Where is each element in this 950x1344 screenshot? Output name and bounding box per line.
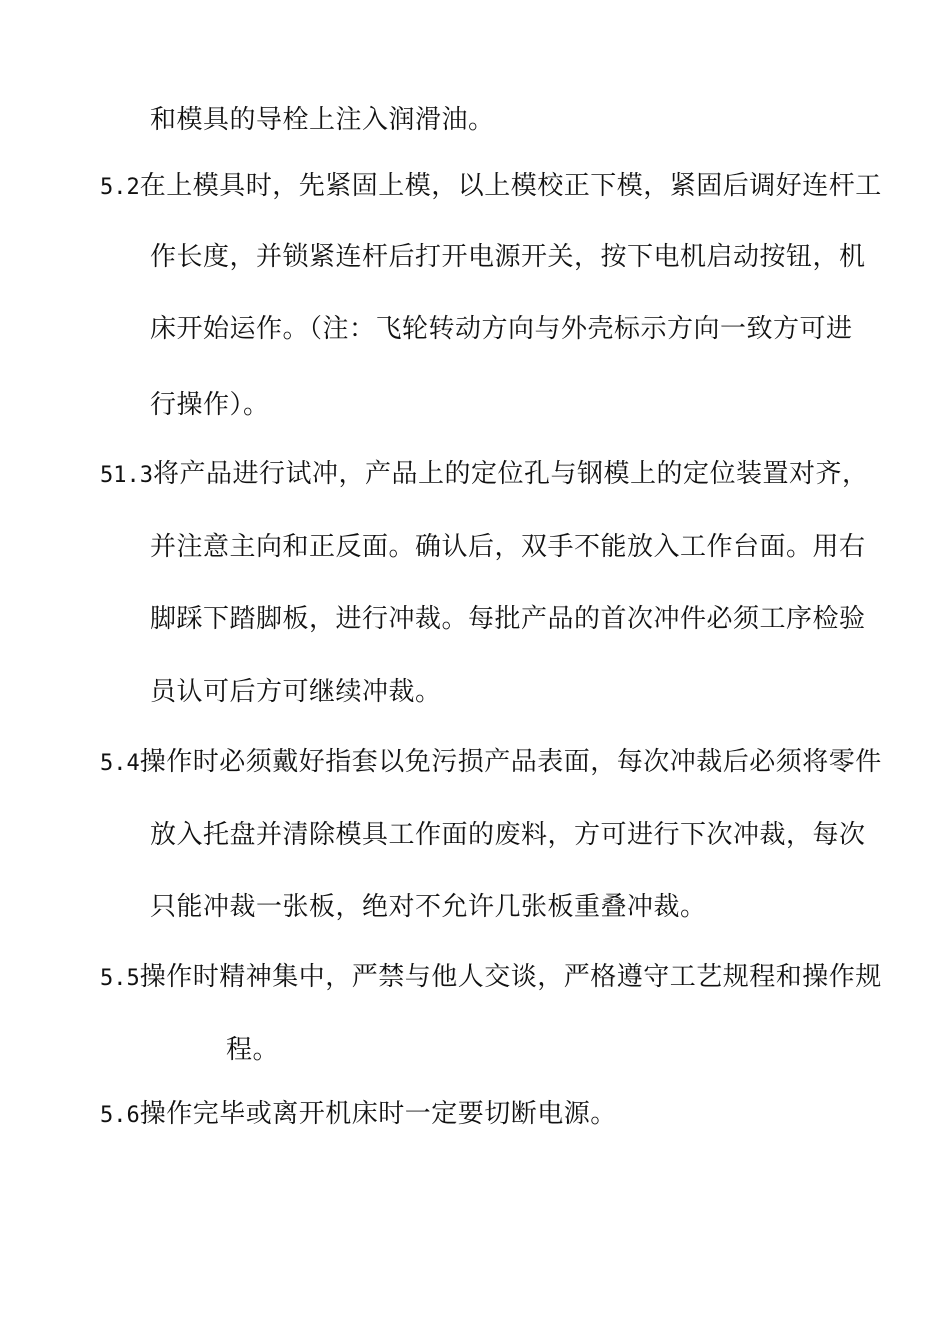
- paragraph-number: 5.5: [100, 966, 140, 991]
- paragraph-5-2-line-1: 作长度，并锁紧连杆后打开电源开关，按下电机启动按钮，机: [150, 242, 866, 272]
- paragraph-51-3-line-1: 并注意主向和正反面。确认后，双手不能放入工作台面。用右: [150, 532, 866, 562]
- paragraph-number: 5.2: [100, 175, 140, 200]
- paragraph-5-5-line-0: 5.5操作时精神集中，严禁与他人交谈，严格遵守工艺规程和操作规: [100, 962, 882, 992]
- paragraph-5-6-line-0: 5.6操作完毕或离开机床时一定要切断电源。: [100, 1099, 617, 1129]
- paragraph-5-2-line-2: 床开始运作。（注：飞轮转动方向与外壳标示方向一致方可进: [150, 314, 853, 344]
- paragraph-5-4-line-0: 5.4操作时必须戴好指套以免污损产品表面，每次冲裁后必须将零件: [100, 747, 882, 777]
- paragraph-5-2-line-0: 5.2在上模具时，先紧固上模，以上模校正下模，紧固后调好连杆工: [100, 171, 882, 201]
- paragraph-number: 5.6: [100, 1103, 140, 1128]
- paragraph-51-3-line-0: 51.3将产品进行试冲，产品上的定位孔与钢模上的定位装置对齐，: [100, 459, 869, 489]
- paragraph-5-5-line-1: 程。: [226, 1035, 280, 1065]
- paragraph-number: 51.3: [100, 463, 153, 488]
- paragraph-51-3-line-3: 员认可后方可继续冲裁。: [150, 677, 442, 707]
- paragraph-5-4-line-1: 放入托盘并清除模具工作面的废料，方可进行下次冲裁，每次: [150, 820, 866, 850]
- paragraph-number: 5.4: [100, 751, 140, 776]
- paragraph-0-line-0: 和模具的导栓上注入润滑油。: [150, 105, 495, 135]
- paragraph-5-4-line-2: 只能冲裁一张板，绝对不允许几张板重叠冲裁。: [150, 892, 707, 922]
- paragraph-51-3-line-2: 脚踩下踏脚板，进行冲裁。每批产品的首次冲件必须工序检验: [150, 604, 866, 634]
- paragraph-5-2-line-3: 行操作）。: [150, 390, 270, 420]
